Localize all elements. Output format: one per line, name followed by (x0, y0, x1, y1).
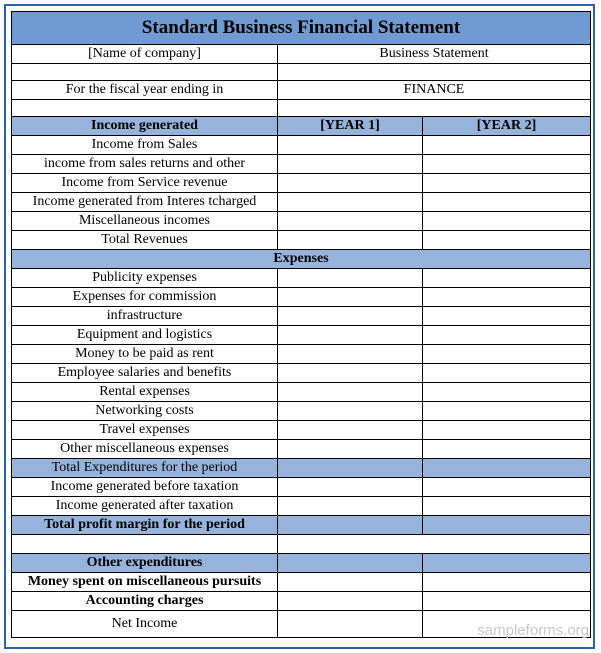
after-tax-row (12, 497, 591, 516)
income-item-label: income from sales returns and other (12, 155, 278, 174)
year-1-value-cell[interactable] (278, 193, 423, 212)
year-2-header: [YEAR 2] (423, 117, 591, 136)
income-item-label: Income from Service revenue (12, 174, 278, 193)
year-1-value-cell[interactable] (278, 421, 423, 440)
year-1-value-cell[interactable] (278, 212, 423, 231)
year-1-value-cell[interactable] (278, 402, 423, 421)
year-2-value-cell[interactable] (423, 231, 591, 250)
year-2-value-cell[interactable] (423, 421, 591, 440)
year-1-value-cell[interactable] (278, 459, 423, 478)
expense-item-label: Expenses for commission (12, 288, 278, 307)
blank-row (12, 100, 591, 117)
year-2-value-cell[interactable] (423, 326, 591, 345)
other-expenditures-header-row (12, 554, 591, 573)
year-1-value-cell[interactable] (278, 611, 423, 638)
year-2-value-cell[interactable] (423, 364, 591, 383)
year-2-value-cell[interactable] (423, 174, 591, 193)
income-row (12, 193, 591, 212)
expense-item-label: Other miscellaneous expenses (12, 440, 278, 459)
profit-margin-label: Total profit margin for the period (12, 516, 278, 535)
income-row (12, 136, 591, 155)
year-1-value-cell[interactable] (278, 573, 423, 592)
year-2-value-cell[interactable] (423, 193, 591, 212)
income-item-label: Income generated from Interes tcharged (12, 193, 278, 212)
fiscal-label-cell: For the fiscal year ending in (12, 81, 278, 100)
year-1-value-cell[interactable] (278, 478, 423, 497)
company-row (12, 45, 591, 64)
income-item-label: Total Revenues (12, 231, 278, 250)
expense-row (12, 440, 591, 459)
year-2-value-cell[interactable] (423, 497, 591, 516)
total-expenditures-label: Total Expenditures for the period (12, 459, 278, 478)
net-income-label: Net Income (12, 611, 278, 638)
fiscal-value-cell[interactable]: FINANCE (278, 81, 591, 100)
statement-title: Standard Business Financial Statement (12, 12, 591, 45)
business-statement-cell: Business Statement (278, 45, 591, 64)
accounting-charges-row (12, 592, 591, 611)
income-header-cell: Income generated (12, 117, 278, 136)
year-1-value-cell[interactable] (278, 364, 423, 383)
title-row (12, 12, 591, 45)
expense-item-label: Publicity expenses (12, 269, 278, 288)
blank-cell[interactable] (278, 64, 591, 81)
blank-cell[interactable] (12, 64, 278, 81)
year-1-value-cell[interactable] (278, 383, 423, 402)
year-2-value-cell[interactable] (423, 212, 591, 231)
before-tax-label: Income generated before taxation (12, 478, 278, 497)
expense-row (12, 345, 591, 364)
year-1-value-cell[interactable] (278, 155, 423, 174)
year-2-value-cell[interactable] (423, 478, 591, 497)
year-2-value-cell[interactable] (423, 402, 591, 421)
after-tax-label: Income generated after taxation (12, 497, 278, 516)
blank-row (12, 64, 591, 81)
year-1-value-cell[interactable] (278, 307, 423, 326)
year-2-value-cell[interactable] (423, 383, 591, 402)
income-row (12, 212, 591, 231)
year-2-value-cell[interactable] (423, 269, 591, 288)
year-1-value-cell[interactable] (278, 516, 423, 535)
year-2-value-cell[interactable] (423, 155, 591, 174)
year-2-value-cell[interactable] (423, 345, 591, 364)
expense-item-label: Networking costs (12, 402, 278, 421)
expense-item-label: infrastructure (12, 307, 278, 326)
year-2-value-cell[interactable] (423, 459, 591, 478)
total-expenditures-row (12, 459, 591, 478)
expense-row (12, 326, 591, 345)
year-1-value-cell[interactable] (278, 326, 423, 345)
blank-cell[interactable] (278, 100, 591, 117)
income-item-label: Miscellaneous incomes (12, 212, 278, 231)
year-1-value-cell[interactable] (278, 174, 423, 193)
year-2-value-cell[interactable] (423, 288, 591, 307)
year-1-value-cell[interactable] (278, 497, 423, 516)
year-2-value-cell[interactable] (423, 307, 591, 326)
expense-row (12, 402, 591, 421)
income-row (12, 155, 591, 174)
misc-pursuits-row (12, 573, 591, 592)
year-2-value-cell[interactable] (423, 554, 591, 573)
financial-statement-table (11, 11, 591, 638)
expense-row (12, 288, 591, 307)
expense-row (12, 421, 591, 440)
income-row (12, 174, 591, 193)
expense-row (12, 364, 591, 383)
blank-cell[interactable] (12, 100, 278, 117)
profit-margin-row (12, 516, 591, 535)
year-1-value-cell[interactable] (278, 440, 423, 459)
year-1-value-cell[interactable] (278, 231, 423, 250)
expense-row (12, 307, 591, 326)
year-2-value-cell[interactable] (423, 573, 591, 592)
fiscal-row (12, 81, 591, 100)
expense-row (12, 269, 591, 288)
year-2-value-cell[interactable] (423, 516, 591, 535)
year-1-value-cell[interactable] (278, 345, 423, 364)
income-header-row (12, 117, 591, 136)
year-1-value-cell[interactable] (278, 136, 423, 155)
year-1-value-cell[interactable] (278, 554, 423, 573)
expense-row (12, 383, 591, 402)
other-expenditures-header: Other expenditures (12, 554, 278, 573)
before-tax-row (12, 478, 591, 497)
expenses-header-row (12, 250, 591, 269)
watermark: sampleforms.org (477, 622, 589, 639)
blank-cell[interactable] (278, 535, 591, 554)
expense-item-label: Employee salaries and benefits (12, 364, 278, 383)
year-2-value-cell[interactable] (423, 592, 591, 611)
accounting-charges-label: Accounting charges (12, 592, 278, 611)
company-name-cell[interactable]: [Name of company] (12, 45, 278, 64)
income-item-label: Income from Sales (12, 136, 278, 155)
year-1-header: [YEAR 1] (278, 117, 423, 136)
blank-row (12, 535, 591, 554)
expenses-header-cell: Expenses (12, 250, 591, 269)
year-1-value-cell[interactable] (278, 269, 423, 288)
misc-pursuits-label: Money spent on miscellaneous pursuits (12, 573, 278, 592)
income-row (12, 231, 591, 250)
year-1-value-cell[interactable] (278, 592, 423, 611)
year-1-value-cell[interactable] (278, 288, 423, 307)
year-2-value-cell[interactable] (423, 440, 591, 459)
expense-item-label: Money to be paid as rent (12, 345, 278, 364)
expense-item-label: Equipment and logistics (12, 326, 278, 345)
expense-item-label: Travel expenses (12, 421, 278, 440)
blank-cell[interactable] (12, 535, 278, 554)
year-2-value-cell[interactable] (423, 136, 591, 155)
expense-item-label: Rental expenses (12, 383, 278, 402)
